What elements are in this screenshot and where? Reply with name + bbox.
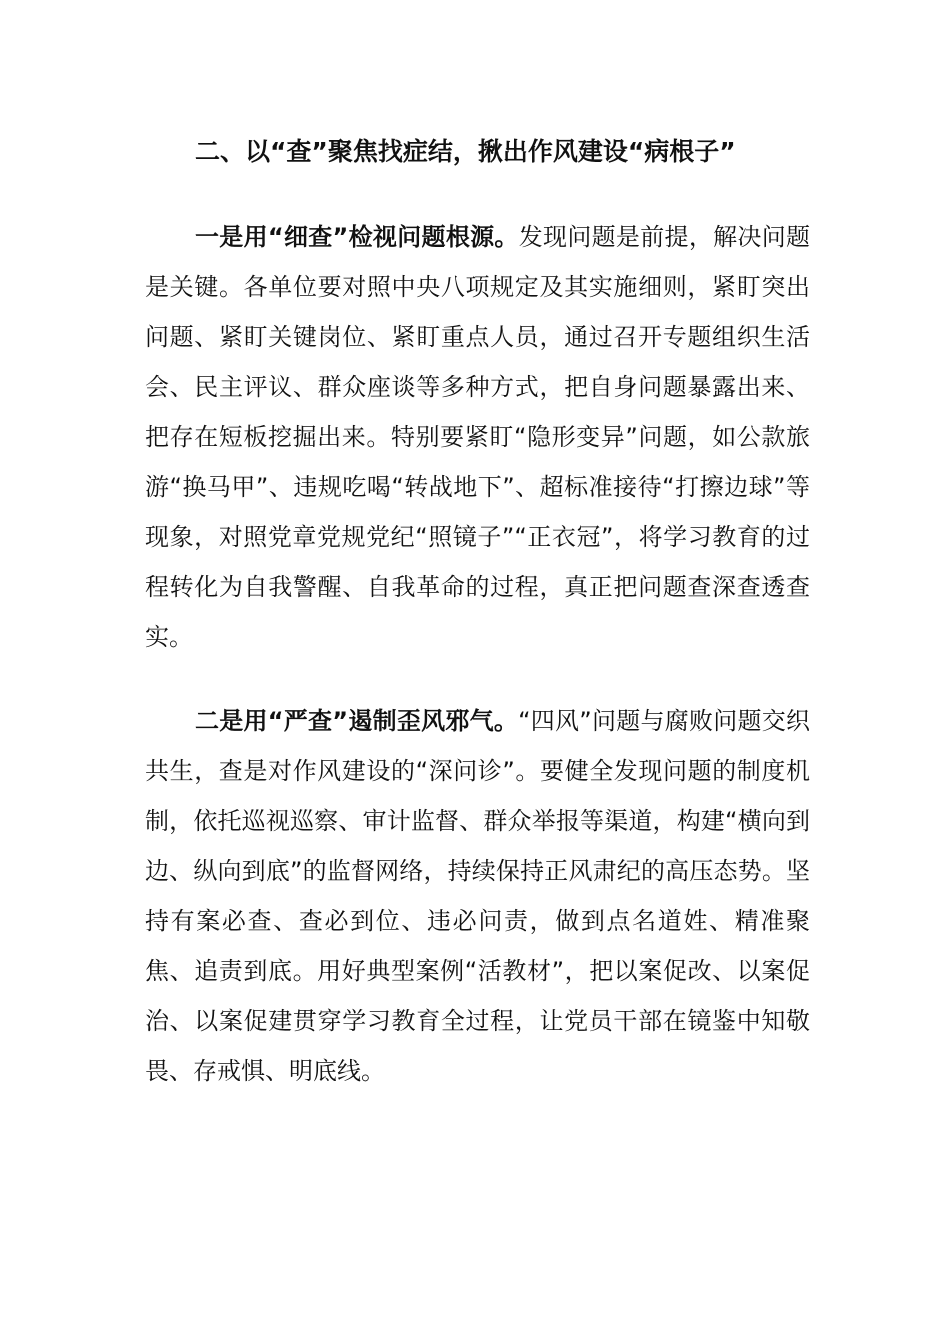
- paragraph-body: 发现问题是前提，解决问题是关键。各单位要对照中央八项规定及其实施细则，紧盯突出问题、紧盯关键岗位、紧盯重点人员，通过召开专题组织生活会、民主评议、群众座谈等多种方式，把自身问题暴露出来、把存在短板挖掘出来。特别要紧盯“隐形变异”问题，如公款旅游“换马甲”、违规吃喝“转战地下”、超标准接待“打擦边球”等现象，对照党章党规党纪“照镜子”“正衣冠”，将学习教育的过程转化为自我警醒、自我革命的过程，真正把问题查深查透查实。: [145, 223, 811, 651]
- paragraph-lead: 一是用“细查”检视问题根源。: [195, 223, 519, 251]
- section-heading: 二、以“查”聚焦找症结，揪出作风建设“病根子”: [195, 137, 736, 166]
- paragraph: [145, 212, 810, 662]
- paragraph: [145, 696, 810, 1096]
- paragraph-body: “四风”问题与腐败问题交织共生，查是对作风建设的“深问诊”。要健全发现问题的制度机制，依托巡视巡察、审计监督、群众举报等渠道，构建“横向到边、纵向到底”的监督网络，持续保持正风肃纪的高压态势。坚持有案必查、查必到位、违必问责，做到点名道姓、精准聚焦、追责到底。用好典型案例“活教材”，把以案促改、以案促治、以案促建贯穿学习教育全过程，让党员干部在镜鉴中知敬畏、存戒惧、明底线。: [145, 707, 810, 1085]
- paragraph-lead: 二是用“严查”遏制歪风邪气。: [195, 707, 519, 735]
